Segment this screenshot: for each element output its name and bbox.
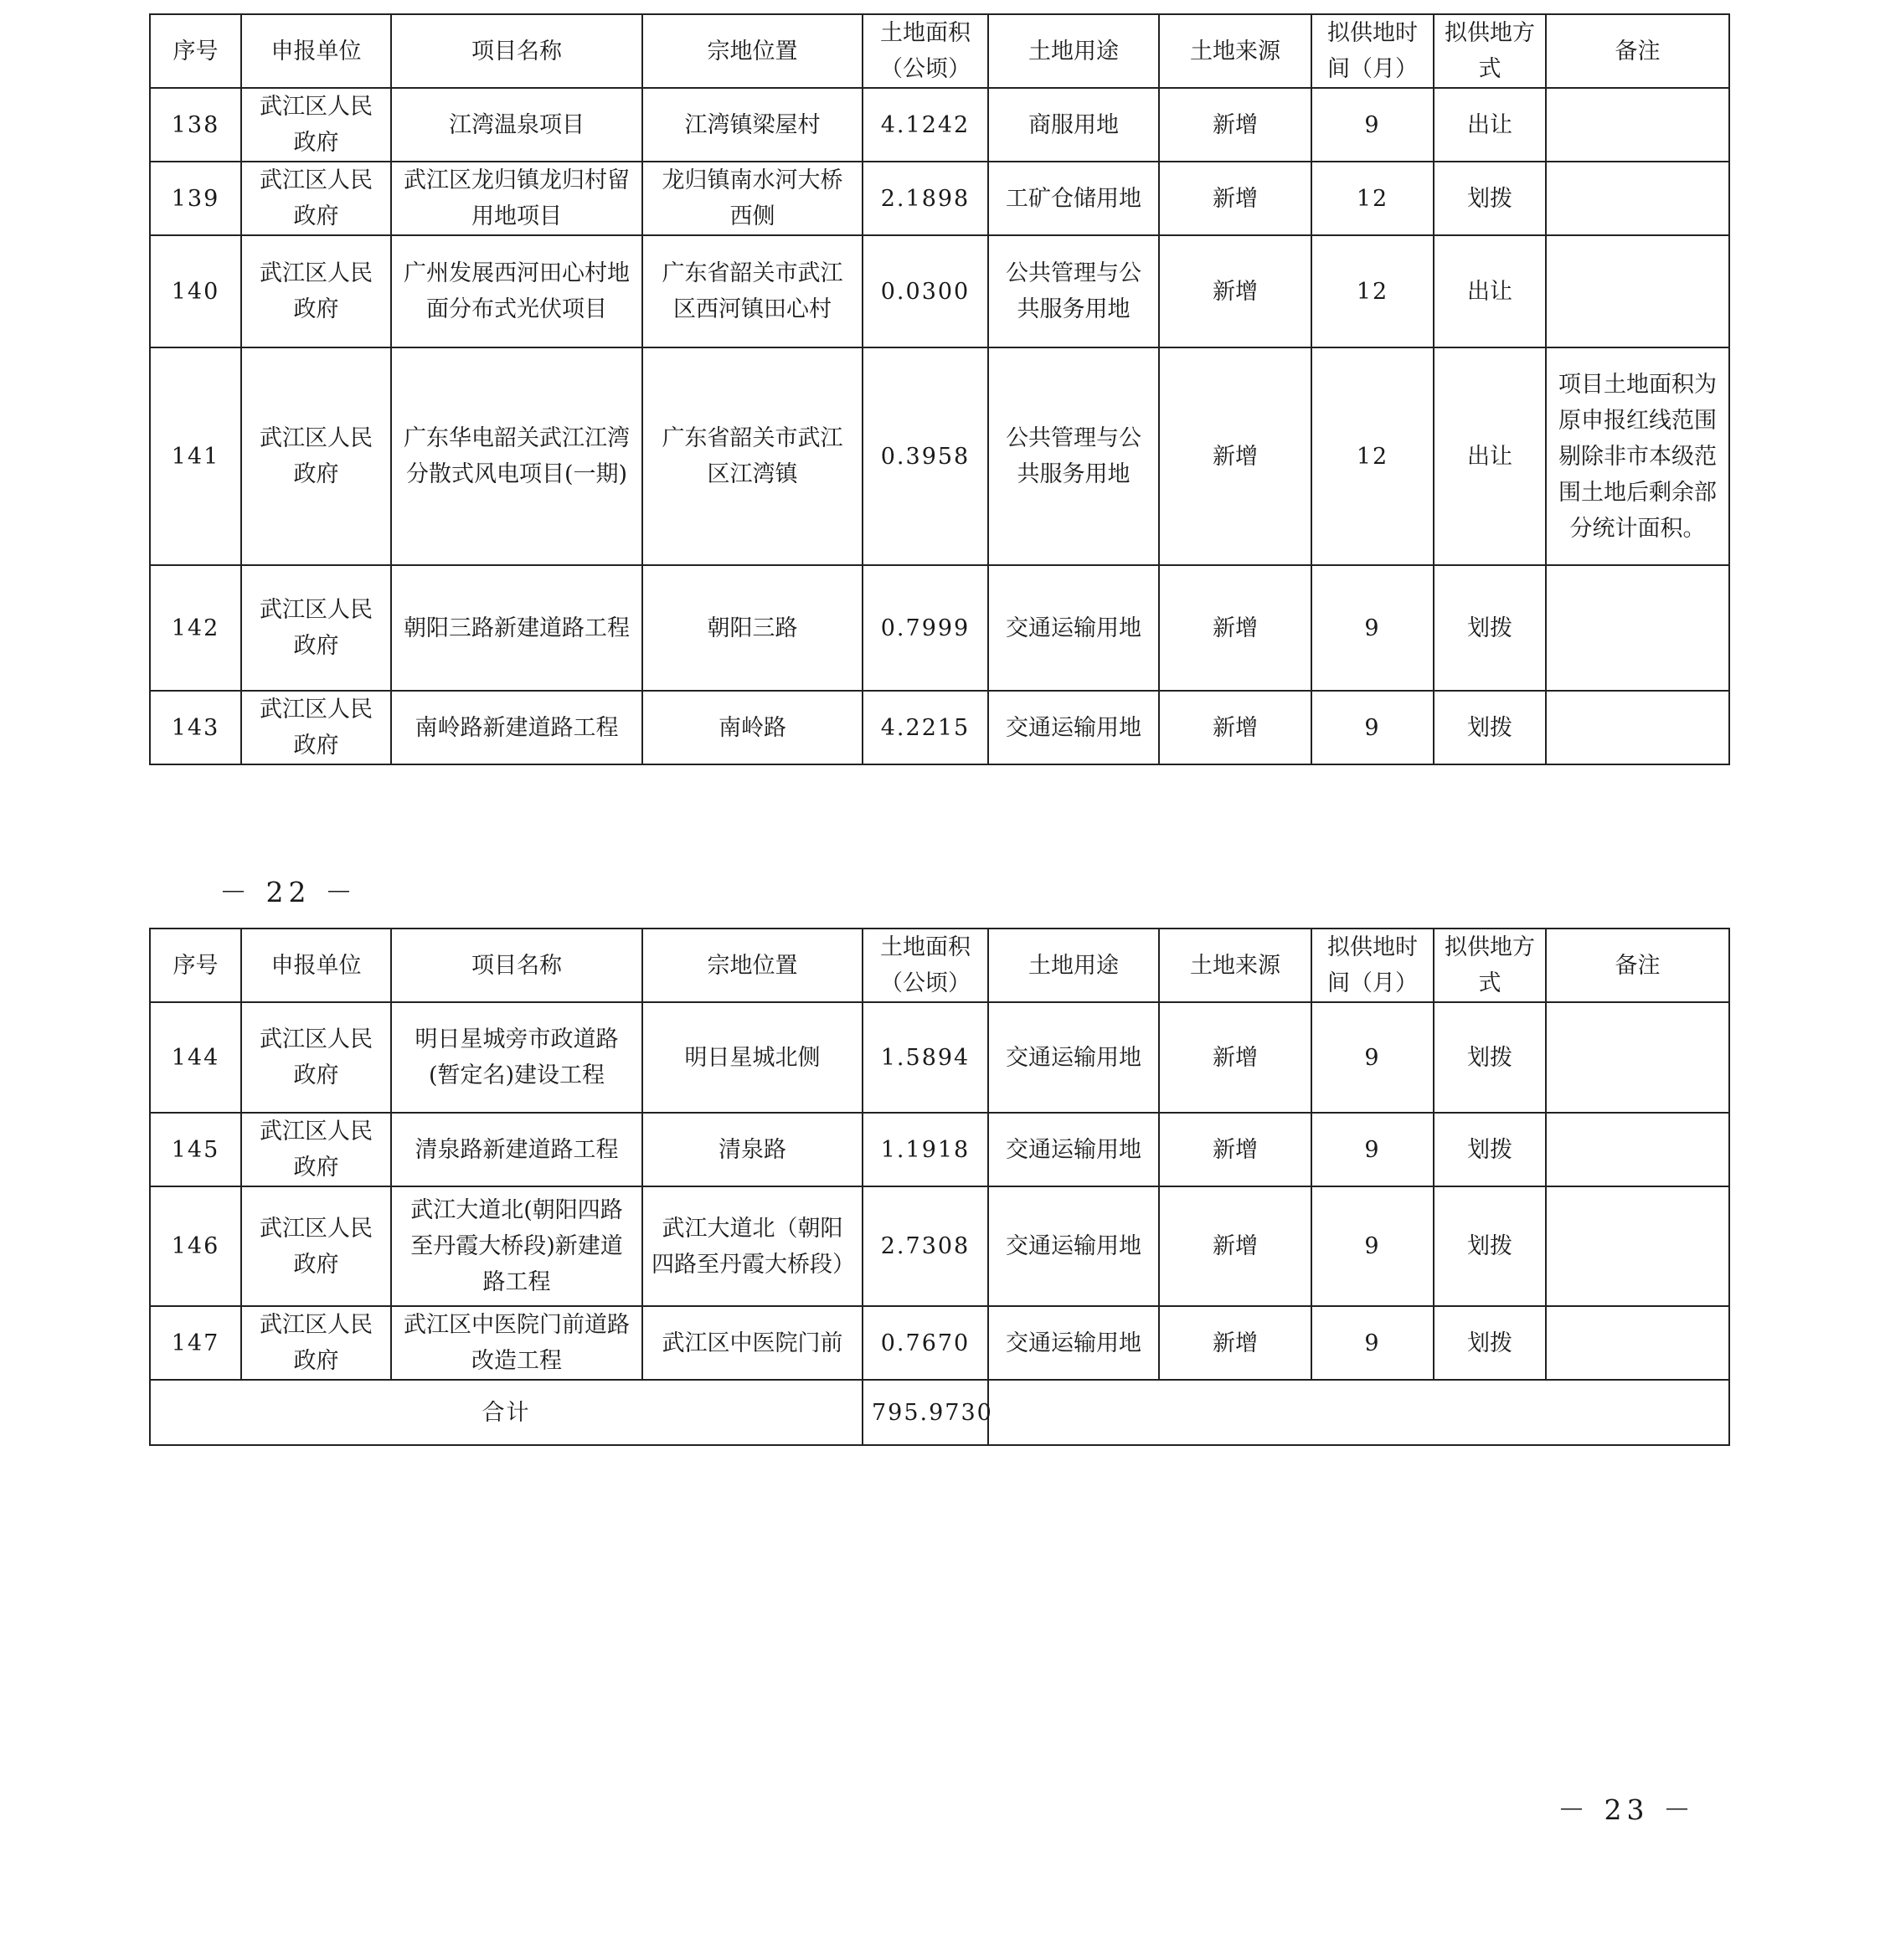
cell-project-name: 武江区龙归镇龙归村留用地项目 (391, 162, 642, 235)
cell-no: 145 (150, 1113, 241, 1186)
cell-supply-time: 9 (1311, 1002, 1434, 1113)
cell-land-use: 公共管理与公共服务用地 (988, 235, 1159, 347)
cell-area: 1.1918 (863, 1113, 988, 1186)
cell-land-source: 新增 (1159, 1186, 1311, 1306)
cell-note: 项目土地面积为原申报红线范围剔除非市本级范围土地后剩余部分统计面积。 (1546, 347, 1729, 565)
cell-note (1546, 691, 1729, 764)
header-land-source: 土地来源 (1159, 14, 1311, 88)
cell-supply-method: 划拨 (1434, 565, 1546, 691)
cell-note (1546, 565, 1729, 691)
cell-unit: 武江区人民政府 (241, 565, 391, 691)
header-area: 土地面积（公顷） (863, 929, 988, 1002)
header-land-source: 土地来源 (1159, 929, 1311, 1002)
cell-area: 0.7670 (863, 1306, 988, 1380)
cell-no: 139 (150, 162, 241, 235)
cell-land-use: 交通运输用地 (988, 565, 1159, 691)
cell-land-use: 公共管理与公共服务用地 (988, 347, 1159, 565)
header-unit: 申报单位 (241, 929, 391, 1002)
cell-location: 江湾镇梁屋村 (642, 88, 863, 162)
header-note: 备注 (1546, 14, 1729, 88)
cell-supply-time: 9 (1311, 565, 1434, 691)
cell-supply-time: 9 (1311, 88, 1434, 162)
cell-area: 4.2215 (863, 691, 988, 764)
cell-location: 南岭路 (642, 691, 863, 764)
cell-land-source: 新增 (1159, 1113, 1311, 1186)
cell-land-source: 新增 (1159, 235, 1311, 347)
header-supply-method: 拟供地方式 (1434, 929, 1546, 1002)
cell-note (1546, 1186, 1729, 1306)
cell-supply-method: 出让 (1434, 347, 1546, 565)
cell-no: 138 (150, 88, 241, 162)
cell-supply-method: 划拨 (1434, 1113, 1546, 1186)
cell-supply-method: 出让 (1434, 88, 1546, 162)
cell-project-name: 朝阳三路新建道路工程 (391, 565, 642, 691)
cell-land-source: 新增 (1159, 1306, 1311, 1380)
cell-land-source: 新增 (1159, 162, 1311, 235)
cell-project-name: 广东华电韶关武江江湾分散式风电项目(一期) (391, 347, 642, 565)
header-project-name: 项目名称 (391, 14, 642, 88)
cell-area: 4.1242 (863, 88, 988, 162)
cell-unit: 武江区人民政府 (241, 1306, 391, 1380)
cell-project-name: 南岭路新建道路工程 (391, 691, 642, 764)
header-unit: 申报单位 (241, 14, 391, 88)
table-row (150, 1002, 1729, 1113)
cell-note (1546, 235, 1729, 347)
table-row (150, 88, 1729, 162)
cell-note (1546, 1002, 1729, 1113)
cell-no: 146 (150, 1186, 241, 1306)
header-supply-method: 拟供地方式 (1434, 14, 1546, 88)
cell-location: 武江大道北（朝阳四路至丹霞大桥段） (642, 1186, 863, 1306)
cell-supply-method: 划拨 (1434, 162, 1546, 235)
header-land-use: 土地用途 (988, 929, 1159, 1002)
cell-supply-time: 9 (1311, 1113, 1434, 1186)
cell-note (1546, 1113, 1729, 1186)
cell-land-source: 新增 (1159, 565, 1311, 691)
cell-land-use: 交通运输用地 (988, 1002, 1159, 1113)
cell-location: 龙归镇南水河大桥西侧 (642, 162, 863, 235)
table-row (150, 235, 1729, 347)
cell-land-source: 新增 (1159, 691, 1311, 764)
total-area: 795.9730 (863, 1380, 988, 1445)
cell-supply-method: 划拨 (1434, 1002, 1546, 1113)
table-row (150, 162, 1729, 235)
table-row (150, 565, 1729, 691)
cell-no: 142 (150, 565, 241, 691)
cell-no: 140 (150, 235, 241, 347)
cell-note (1546, 88, 1729, 162)
table-row (150, 347, 1729, 565)
cell-supply-time: 9 (1311, 1306, 1434, 1380)
cell-note (1546, 162, 1729, 235)
header-location: 宗地位置 (642, 14, 863, 88)
cell-unit: 武江区人民政府 (241, 1113, 391, 1186)
header-area: 土地面积（公顷） (863, 14, 988, 88)
cell-land-use: 商服用地 (988, 88, 1159, 162)
header-project-name: 项目名称 (391, 929, 642, 1002)
cell-unit: 武江区人民政府 (241, 347, 391, 565)
table-header-row (150, 929, 1729, 1002)
cell-location: 广东省韶关市武江区江湾镇 (642, 347, 863, 565)
table-row (150, 691, 1729, 764)
cell-land-use: 交通运输用地 (988, 691, 1159, 764)
cell-land-use: 交通运输用地 (988, 1306, 1159, 1380)
cell-location: 广东省韶关市武江区西河镇田心村 (642, 235, 863, 347)
cell-no: 143 (150, 691, 241, 764)
cell-supply-method: 划拨 (1434, 691, 1546, 764)
cell-project-name: 武江区中医院门前道路改造工程 (391, 1306, 642, 1380)
cell-supply-time: 12 (1311, 162, 1434, 235)
cell-project-name: 广州发展西河田心村地面分布式光伏项目 (391, 235, 642, 347)
cell-area: 2.7308 (863, 1186, 988, 1306)
cell-supply-time: 12 (1311, 235, 1434, 347)
cell-unit: 武江区人民政府 (241, 691, 391, 764)
header-note: 备注 (1546, 929, 1729, 1002)
cell-supply-method: 出让 (1434, 235, 1546, 347)
land-supply-table-bottom (149, 928, 1730, 1446)
cell-note (1546, 1306, 1729, 1380)
cell-land-use: 交通运输用地 (988, 1113, 1159, 1186)
cell-no: 147 (150, 1306, 241, 1380)
cell-land-source: 新增 (1159, 347, 1311, 565)
header-land-use: 土地用途 (988, 14, 1159, 88)
header-supply-time: 拟供地时间（月） (1311, 14, 1434, 88)
header-location: 宗地位置 (642, 929, 863, 1002)
cell-area: 0.0300 (863, 235, 988, 347)
header-no: 序号 (150, 929, 241, 1002)
cell-unit: 武江区人民政府 (241, 88, 391, 162)
cell-land-source: 新增 (1159, 1002, 1311, 1113)
cell-area: 2.1898 (863, 162, 988, 235)
table-row (150, 1113, 1729, 1186)
cell-area: 0.7999 (863, 565, 988, 691)
cell-land-use: 交通运输用地 (988, 1186, 1159, 1306)
cell-supply-time: 9 (1311, 691, 1434, 764)
cell-supply-time: 12 (1311, 347, 1434, 565)
cell-location: 清泉路 (642, 1113, 863, 1186)
cell-unit: 武江区人民政府 (241, 1002, 391, 1113)
cell-land-use: 工矿仓储用地 (988, 162, 1159, 235)
header-supply-time: 拟供地时间（月） (1311, 929, 1434, 1002)
cell-project-name: 江湾温泉项目 (391, 88, 642, 162)
cell-project-name: 武江大道北(朝阳四路至丹霞大桥段)新建道路工程 (391, 1186, 642, 1306)
total-empty (988, 1380, 1729, 1445)
cell-unit: 武江区人民政府 (241, 235, 391, 347)
cell-supply-time: 9 (1311, 1186, 1434, 1306)
cell-location: 武江区中医院门前 (642, 1306, 863, 1380)
cell-unit: 武江区人民政府 (241, 162, 391, 235)
cell-location: 朝阳三路 (642, 565, 863, 691)
table-row (150, 1186, 1729, 1306)
cell-no: 141 (150, 347, 241, 565)
cell-no: 144 (150, 1002, 241, 1113)
cell-area: 0.3958 (863, 347, 988, 565)
cell-area: 1.5894 (863, 1002, 988, 1113)
total-label: 合计 (150, 1380, 863, 1445)
total-row (150, 1380, 1729, 1445)
table-header-row (150, 14, 1729, 88)
cell-project-name: 明日星城旁市政道路(暂定名)建设工程 (391, 1002, 642, 1113)
cell-project-name: 清泉路新建道路工程 (391, 1113, 642, 1186)
page-number: － 22 － (219, 876, 358, 908)
cell-location: 明日星城北侧 (642, 1002, 863, 1113)
cell-unit: 武江区人民政府 (241, 1186, 391, 1306)
cell-supply-method: 划拨 (1434, 1306, 1546, 1380)
table-row (150, 1306, 1729, 1380)
page-number: － 23 － (1558, 1793, 1696, 1826)
land-supply-table-top (149, 13, 1730, 765)
cell-land-source: 新增 (1159, 88, 1311, 162)
cell-supply-method: 划拨 (1434, 1186, 1546, 1306)
header-no: 序号 (150, 14, 241, 88)
